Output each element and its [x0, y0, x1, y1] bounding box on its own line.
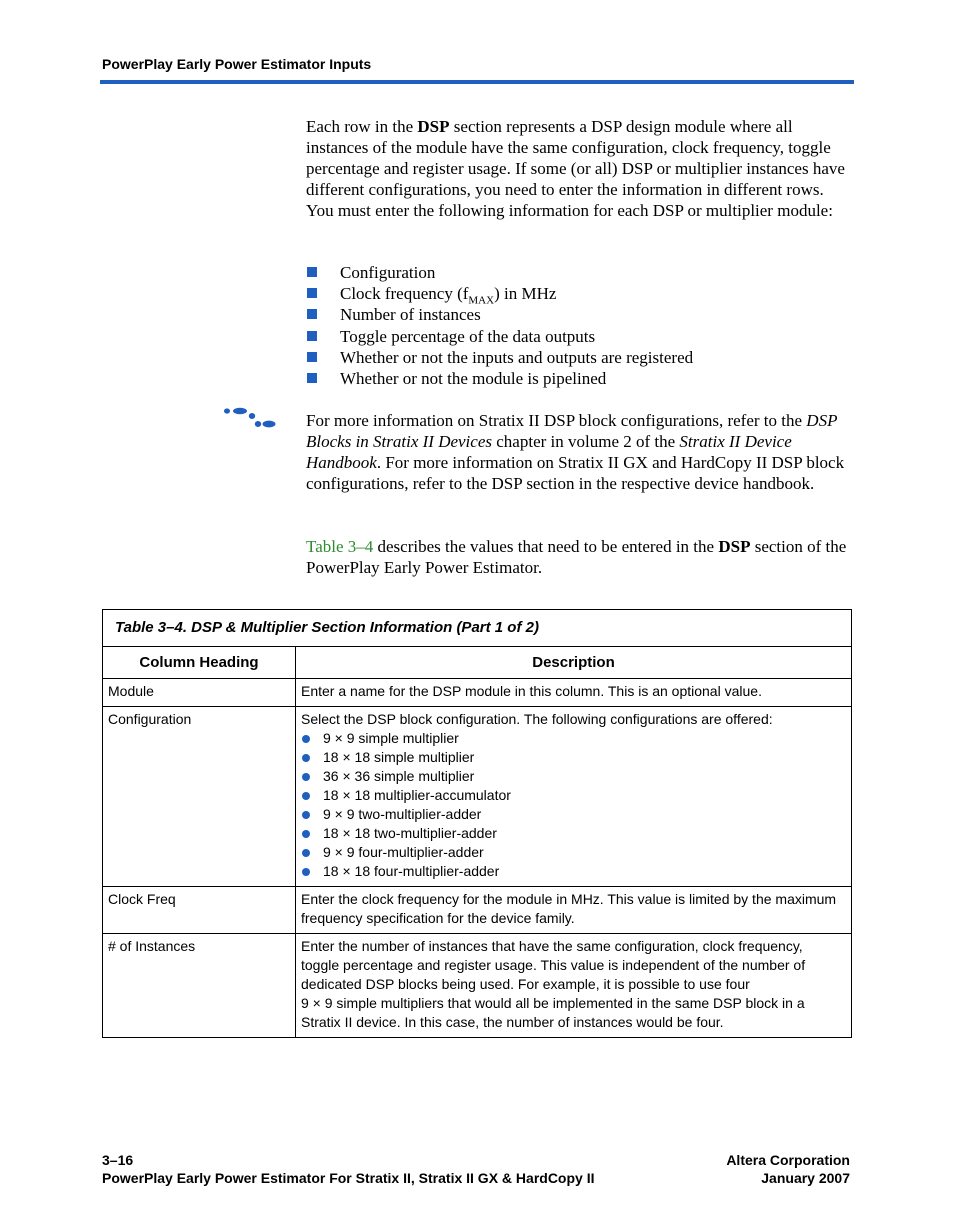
- dot-bullet-icon: [302, 868, 310, 876]
- square-bullet-icon: [307, 288, 317, 298]
- table-row: Configuration Select the DSP block configuration. The following configurations are offered: 9 × 9 simple multiplier 18 × 18 simple multiplier 36 × 36 simple multiplier 18 × 18 multiplier-accumulator 9 × 9 two-multiplier-adder 18 × 18 two-multiplier-adder 9 × 9 four-multiplier-adder 18 × 18 four-multiplier-adder: [103, 707, 852, 887]
- running-header: PowerPlay Early Power Estimator Inputs: [102, 56, 372, 72]
- dot-bullet-icon: [302, 849, 310, 857]
- list-item: 36 × 36 simple multiplier: [301, 767, 846, 786]
- table-row: Clock Freq Enter the clock frequency for the module in MHz. This value is limited by the maximum frequency specification for the device family.: [103, 887, 852, 934]
- list-item: Whether or not the inputs and outputs are registered: [306, 347, 693, 368]
- required-info-list: [306, 262, 693, 389]
- description-header: Description: [296, 647, 852, 679]
- company-name: Altera Corporation: [726, 1152, 850, 1168]
- footer-right: [726, 1151, 850, 1187]
- square-bullet-icon: [307, 352, 317, 362]
- footprints-icon: [222, 406, 276, 430]
- document-title: PowerPlay Early Power Estimator For Stratix II, Stratix II GX & HardCopy II: [102, 1170, 595, 1186]
- list-item: Clock frequency $(f_{MAX})$ in MHz: [306, 283, 693, 304]
- page-number: 3–16: [102, 1152, 134, 1168]
- square-bullet-icon: [307, 309, 317, 319]
- note-reference-chapter: DSP Blocks in Stratix II Devices: [306, 411, 838, 451]
- list-item: Configuration: [306, 262, 693, 283]
- list-item: 9 × 9 simple multiplier: [301, 729, 846, 748]
- dot-bullet-icon: [302, 773, 310, 781]
- dot-bullet-icon: [302, 735, 310, 743]
- note-reference-handbook: Stratix II Device Handbook: [306, 432, 792, 472]
- dot-bullet-icon: [302, 811, 310, 819]
- intro-text-1: Each row in the: [306, 117, 418, 136]
- intro-text-2: section represents a DSP design module where all instances of the module have the same configuration, clock frequency, toggle percentage and register usage. If some (or all) DSP or multiplier instances have different configurations, you need to enter the information in different rows. You must enter the following information for each DSP or multiplier module:: [306, 117, 845, 220]
- table-caption: Table 3–4. DSP & Multiplier Section Information (Part 1 of 2): [103, 610, 852, 647]
- header-rule: [100, 80, 854, 84]
- publication-date: January 2007: [761, 1170, 850, 1186]
- column-heading-header: Column Heading: [103, 647, 296, 679]
- list-item: 9 × 9 two-multiplier-adder: [301, 805, 846, 824]
- list-item: 18 × 18 two-multiplier-adder: [301, 824, 846, 843]
- intro-paragraph: [306, 116, 854, 221]
- list-item: 18 × 18 multiplier-accumulator: [301, 786, 846, 805]
- table-row: # of Instances Enter the number of instances that have the same configuration, clock frequency, toggle percentage and register usage. This value is independent of the number of dedicated DSP blocks being used. For example, it is possible to use four 9 × 9 simple multipliers that would all be implemented in the same DSP block in a Stratix II device. In this case, the number of instances would be four.: [103, 934, 852, 1038]
- list-item: Toggle percentage of the data outputs: [306, 326, 693, 347]
- dot-bullet-icon: [302, 792, 310, 800]
- table-row: Module Enter a name for the DSP module in this column. This is an optional value.: [103, 679, 852, 707]
- dot-bullet-icon: [302, 754, 310, 762]
- list-item: Whether or not the module is pipelined: [306, 368, 693, 389]
- table-reference-paragraph: Table 3–4 describes the values that need to be entered in the DSP section of the PowerPlay Early Power Estimator.: [306, 537, 847, 577]
- note-paragraph: For more information on Stratix II DSP block configurations, refer to the DSP Blocks in Stratix II Devices chapter in volume 2 of the Stratix II Device Handbook. For more information on Stratix II GX and HardCopy II DSP block configurations, refer to the DSP section in the respective device handbook.: [306, 411, 845, 493]
- dsp-multiplier-table: [102, 609, 852, 1038]
- list-item: Number of instances: [306, 304, 693, 325]
- square-bullet-icon: [307, 331, 317, 341]
- table-3-4-link[interactable]: Table 3–4: [306, 537, 374, 556]
- square-bullet-icon: [307, 267, 317, 277]
- list-item: 18 × 18 simple multiplier: [301, 748, 846, 767]
- list-item: 18 × 18 four-multiplier-adder: [301, 862, 846, 881]
- footer-left: [102, 1151, 594, 1187]
- intro-bold-dsp: DSP: [417, 117, 450, 136]
- dot-bullet-icon: [302, 830, 310, 838]
- list-item: 9 × 9 four-multiplier-adder: [301, 843, 846, 862]
- square-bullet-icon: [307, 373, 317, 383]
- configuration-options-list: [301, 729, 846, 881]
